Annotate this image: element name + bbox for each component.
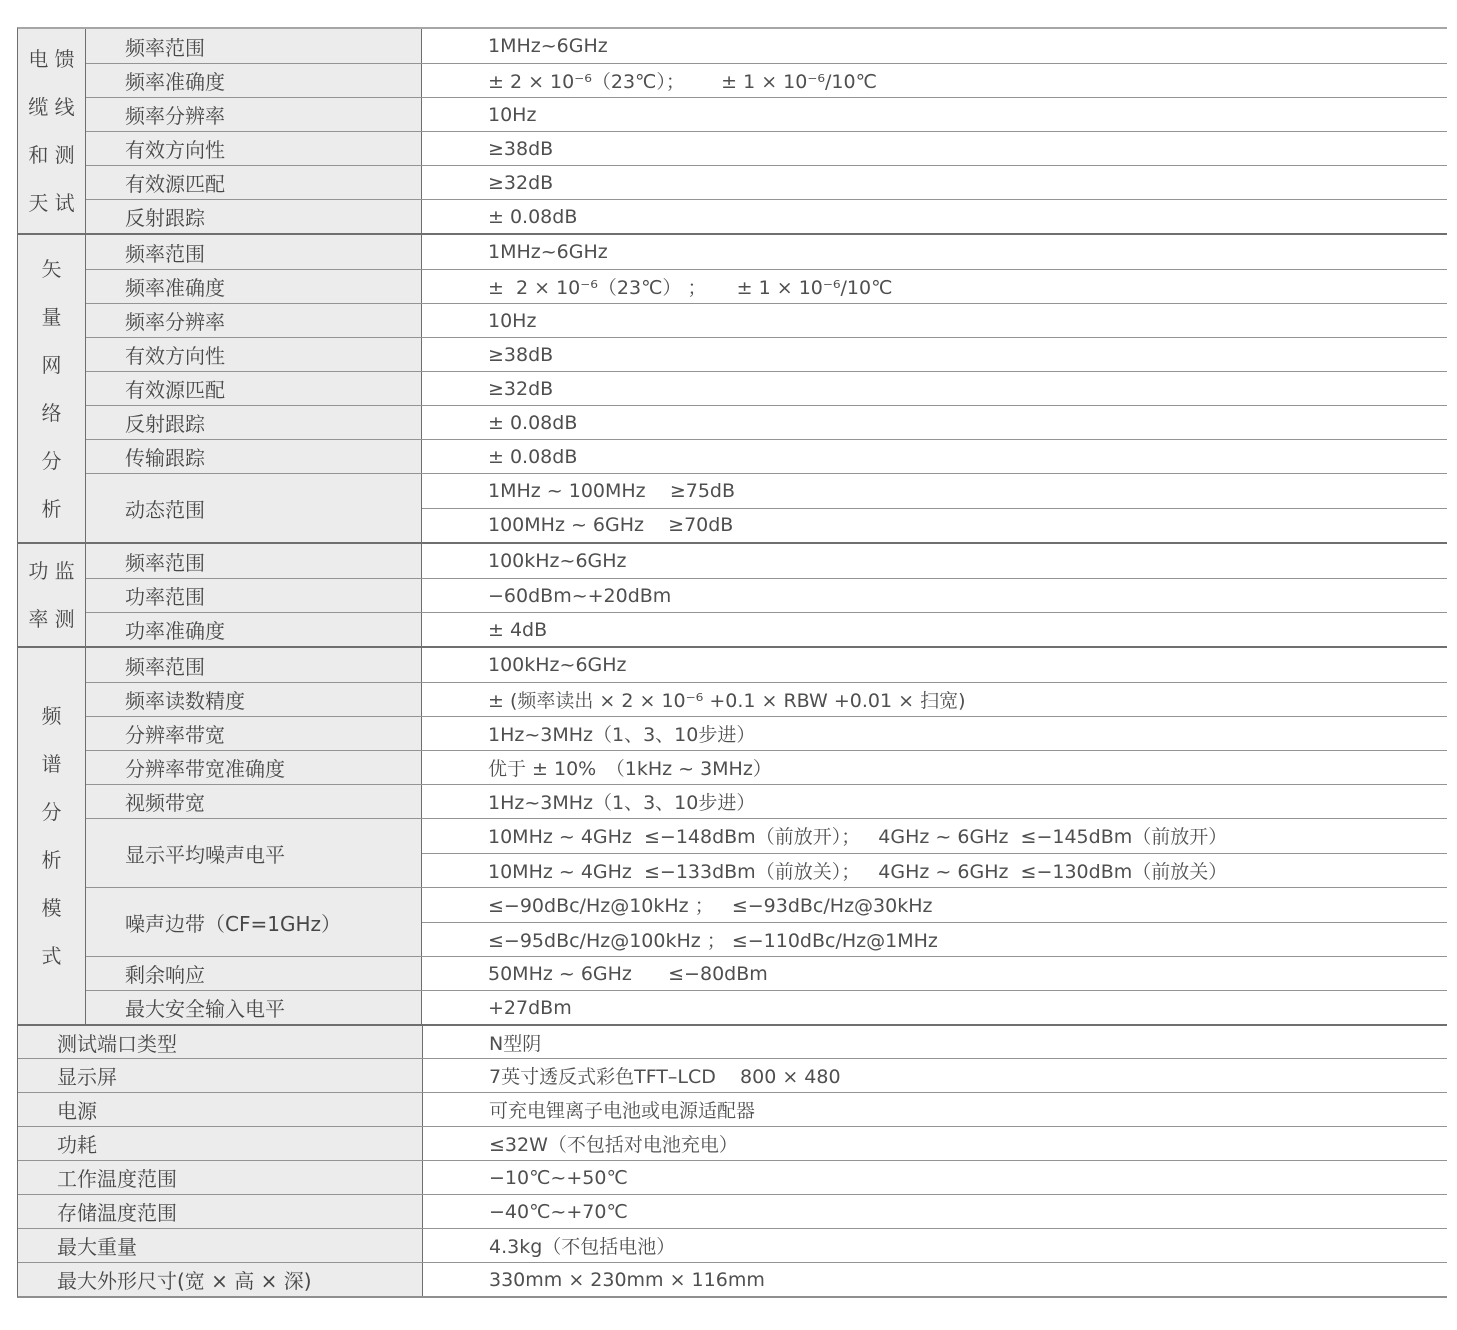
- param-value: ≥38dB: [422, 338, 1447, 371]
- table-row: [18, 1126, 1447, 1160]
- param-label: 频率准确度: [86, 270, 422, 303]
- group-label-line: 网: [41, 352, 62, 377]
- param-label: 工作温度范围: [18, 1161, 423, 1194]
- param-value: ≤32W（不包括对电池充电）: [423, 1127, 1447, 1160]
- table-row: [18, 1024, 1447, 1058]
- table-row: [18, 1058, 1447, 1092]
- value-column: [422, 648, 1447, 682]
- param-value: ≤−95dBc/Hz@100kHz ； ≤−110dBc/Hz@1MHz: [422, 922, 1447, 957]
- param-value: 1MHz~6GHz: [422, 29, 1447, 63]
- spec-section: [18, 233, 1447, 542]
- param-label: 反射跟踪: [86, 406, 422, 439]
- group-label-line: 络: [41, 400, 62, 425]
- table-row: [86, 750, 1447, 784]
- value-column: [422, 166, 1447, 199]
- table-row: [86, 337, 1447, 371]
- param-label: 频率范围: [86, 29, 422, 63]
- value-column: [422, 717, 1447, 750]
- value-column: [422, 270, 1447, 303]
- value-column: [422, 683, 1447, 716]
- table-row: [86, 63, 1447, 97]
- param-label: 有效方向性: [86, 132, 422, 165]
- param-label: 功率准确度: [86, 613, 422, 646]
- value-column: [422, 474, 1447, 542]
- param-value: −40℃~+70℃: [423, 1195, 1447, 1228]
- table-row: [18, 1160, 1447, 1194]
- table-row: [86, 887, 1447, 956]
- param-value: 50MHz ~ 6GHz ≤−80dBm: [422, 957, 1447, 990]
- param-value: ± (频率读出 × 2 × 10⁻⁶ +0.1 × RBW +0.01 × 扫宽): [422, 683, 1447, 716]
- table-row: [86, 165, 1447, 199]
- value-column: [422, 544, 1447, 578]
- param-value: 7英寸透反式彩色TFT–LCD 800 × 480: [423, 1059, 1447, 1092]
- spec-section: [18, 646, 1447, 1024]
- section-group-label: [18, 648, 86, 1024]
- param-value: ± 2 × 10⁻⁶（23℃）； ± 1 × 10⁻⁶/10℃: [422, 64, 1447, 97]
- group-label-line: 谱: [41, 752, 62, 776]
- param-label: 显示平均噪声电平: [86, 819, 422, 887]
- section-rows: [86, 235, 1447, 542]
- param-label: 显示屏: [18, 1059, 423, 1092]
- section-group-label: [18, 29, 86, 233]
- table-row: [86, 473, 1447, 542]
- value-column: [422, 132, 1447, 165]
- param-value: 10Hz: [422, 304, 1447, 337]
- param-label: 频率读数精度: [86, 683, 422, 716]
- group-label-line: 和 测: [28, 143, 75, 167]
- value-column: [422, 304, 1447, 337]
- table-row: [86, 269, 1447, 303]
- param-value: 1MHz ~ 100MHz ≥75dB: [422, 474, 1447, 508]
- group-label-line: 频: [41, 704, 62, 728]
- param-value: N型阴: [423, 1026, 1447, 1058]
- param-label: 电源: [18, 1093, 423, 1126]
- param-label: 最大重量: [18, 1229, 423, 1262]
- param-value: ≥32dB: [422, 372, 1447, 405]
- value-column: [422, 338, 1447, 371]
- table-row: [86, 578, 1447, 612]
- param-value: 10MHz ~ 4GHz ≤−148dBm（前放开）； 4GHz ~ 6GHz ≤−145dBm（前放开）: [422, 819, 1447, 853]
- section-rows: [86, 544, 1447, 646]
- spec-table: [17, 27, 1447, 1298]
- section-rows: [86, 29, 1447, 233]
- param-label: 最大外形尺寸(宽 × 高 × 深): [18, 1263, 423, 1296]
- param-value: ± 4dB: [422, 613, 1447, 646]
- param-label: 频率分辨率: [86, 98, 422, 131]
- param-label: 功率范围: [86, 579, 422, 612]
- param-value: ≥38dB: [422, 132, 1447, 165]
- param-label: 分辨率带宽: [86, 717, 422, 750]
- group-label-line: 量: [41, 304, 62, 329]
- table-row: [86, 29, 1447, 63]
- section-group-label: [18, 544, 86, 646]
- group-label-line: 分: [41, 800, 62, 824]
- param-label: 功耗: [18, 1127, 423, 1160]
- value-column: [422, 98, 1447, 131]
- value-column: [422, 957, 1447, 990]
- param-label: 剩余响应: [86, 957, 422, 990]
- table-row: [18, 1262, 1447, 1296]
- param-label: 传输跟踪: [86, 440, 422, 473]
- group-label-line: 矢: [41, 256, 62, 281]
- group-label-line: 功 监: [28, 559, 75, 583]
- table-row: [86, 784, 1447, 818]
- param-value: 4.3kg（不包括电池）: [423, 1229, 1447, 1262]
- param-value: 100kHz~6GHz: [422, 648, 1447, 682]
- param-value: 1MHz~6GHz: [422, 235, 1447, 269]
- group-label-line: 率 测: [28, 607, 75, 631]
- param-label: 噪声边带（CF=1GHz）: [86, 888, 422, 956]
- table-row: [86, 544, 1447, 578]
- value-column: [422, 372, 1447, 405]
- table-row: [86, 648, 1447, 682]
- spec-section: [18, 542, 1447, 646]
- param-label: 反射跟踪: [86, 200, 422, 233]
- value-column: [422, 440, 1447, 473]
- group-label-line: 析: [41, 496, 62, 521]
- param-value: ≥32dB: [422, 166, 1447, 199]
- table-row: [86, 612, 1447, 646]
- param-label: 频率范围: [86, 544, 422, 578]
- param-label: 测试端口类型: [18, 1026, 423, 1058]
- param-label: 频率准确度: [86, 64, 422, 97]
- table-row: [86, 990, 1447, 1024]
- value-column: [422, 200, 1447, 233]
- param-value: 可充电锂离子电池或电源适配器: [423, 1093, 1447, 1126]
- param-label: 动态范围: [86, 474, 422, 542]
- param-value: −60dBm~+20dBm: [422, 579, 1447, 612]
- param-value: 1Hz~3MHz（1、3、10步进）: [422, 785, 1447, 818]
- value-column: [422, 613, 1447, 646]
- table-row: [86, 682, 1447, 716]
- param-label: 最大安全输入电平: [86, 991, 422, 1024]
- section-group-label: [18, 235, 86, 542]
- group-label-line: 式: [41, 944, 62, 968]
- table-row: [86, 371, 1447, 405]
- group-label-line: 缆 线: [28, 95, 75, 119]
- param-value: ≤−90dBc/Hz@10kHz ； ≤−93dBc/Hz@30kHz: [422, 888, 1447, 922]
- table-row: [86, 439, 1447, 473]
- group-label-line: 电 馈: [28, 47, 75, 71]
- param-label: 有效源匹配: [86, 166, 422, 199]
- table-row: [86, 235, 1447, 269]
- param-value: 330mm × 230mm × 116mm: [423, 1263, 1447, 1296]
- param-label: 分辨率带宽准确度: [86, 751, 422, 784]
- table-row: [86, 405, 1447, 439]
- param-value: ± 0.08dB: [422, 440, 1447, 473]
- value-column: [422, 991, 1447, 1024]
- param-label: 频率范围: [86, 235, 422, 269]
- value-column: [422, 888, 1447, 956]
- group-label-line: 析: [41, 848, 62, 872]
- table-row: [18, 1194, 1447, 1228]
- table-row: [86, 818, 1447, 887]
- table-row: [86, 303, 1447, 337]
- param-value: −10℃~+50℃: [423, 1161, 1447, 1194]
- group-label-line: 天 试: [28, 191, 75, 215]
- table-row: [86, 97, 1447, 131]
- param-label: 频率范围: [86, 648, 422, 682]
- value-column: [422, 785, 1447, 818]
- param-value: +27dBm: [422, 991, 1447, 1024]
- value-column: [422, 29, 1447, 63]
- param-value: 1Hz~3MHz（1、3、10步进）: [422, 717, 1447, 750]
- param-value: ± 0.08dB: [422, 406, 1447, 439]
- value-column: [422, 406, 1447, 439]
- table-row: [18, 1228, 1447, 1262]
- param-label: 频率分辨率: [86, 304, 422, 337]
- group-label-line: 分: [41, 448, 62, 473]
- value-column: [422, 235, 1447, 269]
- param-value: ± 0.08dB: [422, 200, 1447, 233]
- param-label: 有效方向性: [86, 338, 422, 371]
- table-row: [86, 131, 1447, 165]
- value-column: [422, 579, 1447, 612]
- value-column: [422, 819, 1447, 887]
- table-row: [18, 1092, 1447, 1126]
- param-label: 存储温度范围: [18, 1195, 423, 1228]
- param-label: 视频带宽: [86, 785, 422, 818]
- table-row: [86, 199, 1447, 233]
- value-column: [422, 751, 1447, 784]
- table-row: [86, 956, 1447, 990]
- param-value: 优于 ± 10% （1kHz ~ 3MHz）: [422, 751, 1447, 784]
- group-label-line: 模: [41, 896, 62, 920]
- param-value: 100kHz~6GHz: [422, 544, 1447, 578]
- param-value: 10MHz ~ 4GHz ≤−133dBm（前放关）； 4GHz ~ 6GHz ≤−130dBm（前放关）: [422, 853, 1447, 888]
- section-rows: [86, 648, 1447, 1024]
- value-column: [422, 64, 1447, 97]
- table-row: [86, 716, 1447, 750]
- param-value: ± 2 × 10⁻⁶（23℃） ； ± 1 × 10⁻⁶/10℃: [422, 270, 1447, 303]
- param-value: 100MHz ~ 6GHz ≥70dB: [422, 508, 1447, 543]
- param-value: 10Hz: [422, 98, 1447, 131]
- spec-section: [18, 29, 1447, 233]
- param-label: 有效源匹配: [86, 372, 422, 405]
